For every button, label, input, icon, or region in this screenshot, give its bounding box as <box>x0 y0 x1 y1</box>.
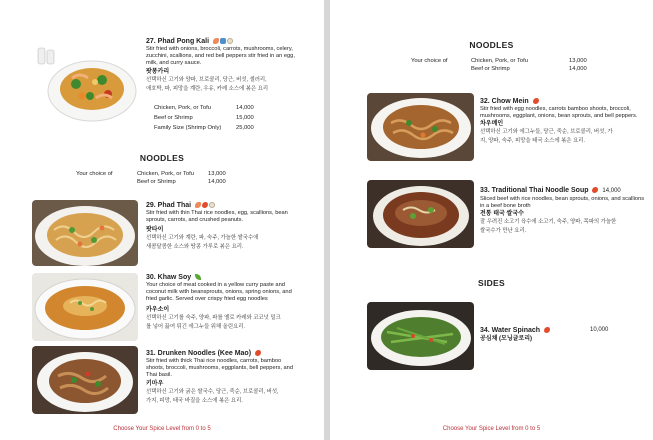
phad-pong-kali-description: Stir fried with onions, broccoli, carrots, mushrooms, celery, zucchini, scallions, and red bell peppers stir fried in an egg, milk, and curry sauce. <box>146 46 295 67</box>
choice-option-price: 14,000 <box>208 179 226 185</box>
water-spinach-korean-title: 공심채 (모닝글로리) <box>480 336 533 342</box>
choice-option-label: Beef or Shrimp <box>137 179 176 185</box>
price-value: 15,000 <box>236 115 254 121</box>
thai-noodle-soup-korean-line: 잘 우려진 소고기 육수에 소고기, 숙주, 양파, 목파의 가늘한 <box>480 219 617 226</box>
spice-level-footer: Choose Your Spice Level from 0 to 5 <box>442 426 541 432</box>
leaf-icon <box>195 274 201 280</box>
price-row <box>154 103 294 113</box>
pot-icon <box>220 38 226 44</box>
price-row <box>154 123 294 133</box>
choice-option-label: Beef or Shrimp <box>471 66 510 72</box>
phad-pong-kali-price-list <box>154 103 294 133</box>
phad-thai-description: Stir fried with thin Thai rice noodles, egg, scallions, bean sprouts, carrots, and crushed peanuts. <box>146 210 288 224</box>
phad-thai-korean-title: 팟타이 <box>146 227 164 234</box>
chili-icon <box>202 202 208 208</box>
drunken-noodles-korean-line: 선택하신 고기와 굵은 쌀국수, 당근, 죽순, 브로콜리, 버섯, <box>146 388 279 395</box>
phad-pong-kali-title: 27. Phad Pong Kali <box>146 38 210 45</box>
spice-level-footer: Choose Your Spice Level from 0 to 5 <box>113 426 211 432</box>
shrimp-icon <box>213 38 219 44</box>
phad-pong-kali-photo <box>32 36 138 126</box>
choice-option-label: Chicken, Pork, or Tofu <box>137 171 194 177</box>
garlic-icon <box>227 38 233 44</box>
shrimp-icon <box>195 202 201 208</box>
sides-section-title: SIDES <box>477 278 505 288</box>
choice-option-price: 14,000 <box>569 66 587 72</box>
phad-thai-title: 29. Phad Thai <box>146 202 192 209</box>
khaw-soy-korean-title: 카우소이 <box>146 306 170 313</box>
noodles-choice-label: Your choice of <box>76 171 113 177</box>
phad-pong-kali-korean-title: 팟퐁카리 <box>146 68 170 75</box>
choice-option-price: 13,000 <box>569 58 587 64</box>
thai-noodle-soup-title: 33. Traditional Thai Noodle Soup <box>480 187 589 194</box>
menu-page-right <box>330 0 653 440</box>
thai-noodle-soup-price: 14,000 <box>602 188 621 194</box>
thai-noodle-soup-photo <box>367 180 474 248</box>
choice-option <box>471 57 601 65</box>
price-label: Beef or Shrimp <box>154 115 193 121</box>
khaw-soy-korean-line: 선택하신 고기를 숙주, 양파, 파를 옐로 카레와 코코넛 밀크 <box>146 314 281 321</box>
choice-option-label: Chicken, Pork, or Tofu <box>471 58 528 64</box>
khaw-soy-photo <box>32 273 138 341</box>
choice-option <box>471 65 601 73</box>
chow-mein-title: 32. Chow Mein <box>480 98 529 105</box>
chow-mein-korean-line: 지, 양파, 숙주, 피망을 태국 소스에 볶은 요리. <box>480 138 585 145</box>
price-label: Family Size (Shrimp Only) <box>154 125 222 131</box>
noodles-choice-options <box>137 170 257 186</box>
chili-icon <box>255 350 261 356</box>
khaw-soy-title: 30. Khaw Soy <box>146 274 192 281</box>
price-value: 25,000 <box>236 125 254 131</box>
choice-option <box>137 170 257 178</box>
chow-mein-photo <box>367 93 474 161</box>
choice-option <box>137 178 257 186</box>
phad-pong-kali-korean-line: 애호박, 파, 피망을 계란, 우유, 카레 소스에 볶은 요리 <box>146 85 269 92</box>
price-value: 14,000 <box>236 105 254 111</box>
chili-icon <box>533 98 539 104</box>
phad-pong-kali-korean-line: 선택하신 고기와 양파, 브로콜리, 당근, 버섯, 셀러리, <box>146 76 267 83</box>
water-spinach-title: 34. Water Spinach <box>480 327 541 334</box>
thai-noodle-soup-description: Sliced beef with rice noodles, bean sprouts, onions, and scallions in a beef bone broth <box>480 196 645 210</box>
drunken-noodles-title: 31. Drunken Noodles (Kee Mao) <box>146 350 252 357</box>
chow-mein-korean-line: 선택하신 고기와 에그누들, 당근, 죽순, 브로콜리, 버섯, 가 <box>480 129 613 136</box>
menu-page-left <box>0 0 324 440</box>
garlic-icon <box>209 202 215 208</box>
phad-thai-korean-line: 선택하신 고기와 계란, 파, 숙주, 가늘한 쌀국수에 <box>146 235 259 242</box>
price-row <box>154 113 294 123</box>
khaw-soy-description: Your choice of meat cooked in a yellow curry paste and coconut milk with beansprouts, onions, spring onions, and fried garlic. Served over crispy fried egg noodles <box>146 282 292 303</box>
noodles-section-title: NOODLES <box>469 40 514 50</box>
phad-thai-photo <box>32 200 138 266</box>
water-spinach-photo <box>367 302 474 370</box>
chili-icon <box>544 327 550 333</box>
noodles-choice-options <box>471 57 601 73</box>
thai-noodle-soup-korean-title: 전통 태국 쌀국수 <box>480 211 524 218</box>
price-label: Chicken, Pork, or Tofu <box>154 105 211 111</box>
khaw-soy-korean-line: 를 넣어 끓여 튀긴 에그누들 위해 올린요리. <box>146 323 246 330</box>
noodles-choice-label: Your choice of <box>411 58 448 64</box>
choice-option-price: 13,000 <box>208 171 226 177</box>
drunken-noodles-description: Stir fried with thick Thai rice noodles, carrots, bamboo shoots, broccoli, mushrooms, eggplants, bell peppers, and Thai basil. <box>146 358 294 379</box>
drunken-noodles-korean-line: 가지, 피망, 태국 바질을 소스에 볶은 요리. <box>146 397 243 404</box>
phad-thai-korean-line: 새콤달콤한 소스와 땅콩 가루로 볶은 요리. <box>146 244 244 251</box>
drunken-noodles-photo <box>32 346 138 414</box>
chow-mein-description: Stir fried with egg noodles, carrots bamboo shoots, broccoli, mushrooms, eggplant, onions, bean sprouts, and bell peppers. <box>480 106 638 120</box>
thai-noodle-soup-korean-line: 쌀국수가 만난 요리. <box>480 228 527 235</box>
chow-mein-korean-title: 차우메인 <box>480 121 504 128</box>
water-spinach-price: 10,000 <box>590 327 609 333</box>
noodles-section-title: NOODLES <box>139 153 185 163</box>
drunken-noodles-korean-title: 키마우 <box>146 380 164 387</box>
chili-icon <box>592 187 598 193</box>
